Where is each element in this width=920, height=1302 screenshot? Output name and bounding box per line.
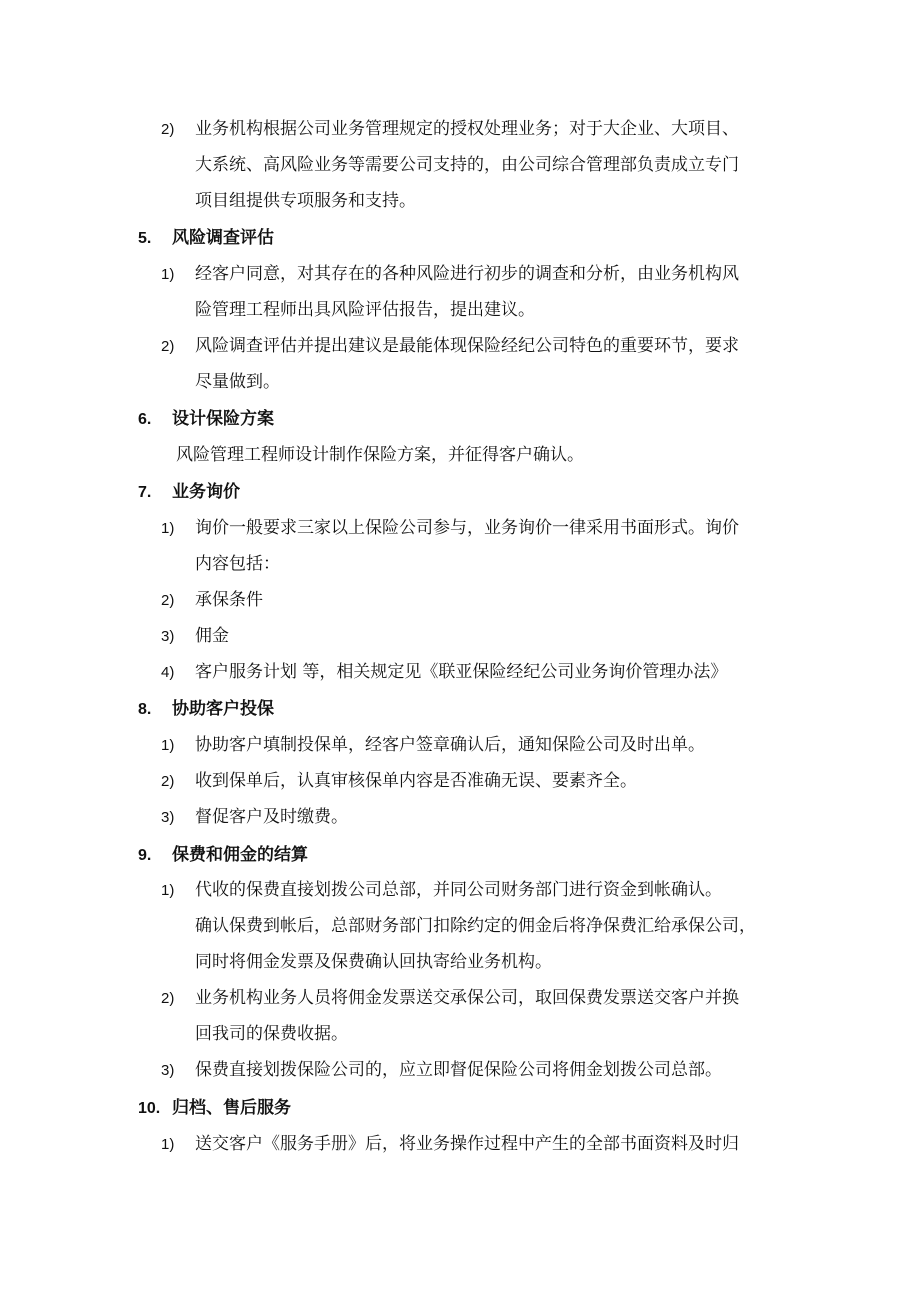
list-item-text: 确认保费到帐后，总部财务部门扣除约定的佣金后将净保费汇给承保公司，: [195, 916, 756, 936]
list-number: 3): [161, 1062, 175, 1079]
list-item-text: 客户服务计划 等，相关规定见《联亚保险经纪公司业务询价管理办法》: [195, 662, 728, 682]
list-item-text: 收到保单后，认真审核保单内容是否准确无误、要素齐全。: [195, 771, 637, 791]
section-number: 5.: [138, 230, 152, 247]
list-item-text: 承保条件: [195, 590, 263, 610]
list-item-text: 代收的保费直接划拨公司总部，并同公司财务部门进行资金到帐确认。: [195, 880, 722, 900]
list-item-text: 风险调查评估并提出建议是最能体现保险经纪公司特色的重要环节，要求: [195, 336, 739, 356]
list-number: 4): [161, 664, 175, 681]
list-number: 1): [161, 520, 175, 537]
section-heading: 风险调查评估: [172, 228, 274, 248]
list-number: 1): [161, 882, 175, 899]
list-number: 2): [161, 990, 175, 1007]
list-item-text: 保费直接划拨保险公司的，应立即督促保险公司将佣金划拨公司总部。: [195, 1060, 722, 1080]
list-item-text: 督促客户及时缴费。: [195, 807, 348, 827]
list-item-text: 佣金: [195, 626, 229, 646]
list-item-text: 协助客户填制投保单，经客户签章确认后，通知保险公司及时出单。: [195, 735, 705, 755]
list-number: 2): [161, 338, 175, 355]
list-item-text: 项目组提供专项服务和支持。: [195, 191, 416, 211]
list-item-text: 内容包括：: [195, 554, 280, 574]
section-heading: 业务询价: [172, 482, 240, 502]
list-item-text: 业务机构业务人员将佣金发票送交承保公司，取回保费发票送交客户并换: [195, 988, 739, 1008]
list-item-text: 尽量做到。: [195, 372, 280, 392]
list-item-text: 经客户同意，对其存在的各种风险进行初步的调查和分析，由业务机构风: [195, 264, 739, 284]
section-number: 9.: [138, 847, 152, 864]
list-number: 3): [161, 809, 175, 826]
section-number: 7.: [138, 484, 152, 501]
section-number: 10.: [138, 1100, 161, 1117]
list-item-text: 送交客户《服务手册》后，将业务操作过程中产生的全部书面资料及时归: [195, 1134, 739, 1154]
section-number: 6.: [138, 411, 152, 428]
list-number: 1): [161, 266, 175, 283]
list-number: 2): [161, 773, 175, 790]
section-heading: 设计保险方案: [172, 409, 274, 429]
section-heading: 协助客户投保: [172, 699, 274, 719]
list-number: 1): [161, 1136, 175, 1153]
section-number: 8.: [138, 701, 152, 718]
list-item-text: 大系统、高风险业务等需要公司支持的，由公司综合管理部负责成立专门: [195, 155, 739, 175]
list-item-text: 同时将佣金发票及保费确认回执寄给业务机构。: [195, 952, 552, 972]
list-item-text: 业务机构根据公司业务管理规定的授权处理业务；对于大企业、大项目、: [195, 119, 739, 139]
list-number: 2): [161, 592, 175, 609]
list-item-text: 回我司的保费收据。: [195, 1024, 348, 1044]
list-item-text: 询价一般要求三家以上保险公司参与，业务询价一律采用书面形式。询价: [195, 518, 739, 538]
list-number: 1): [161, 737, 175, 754]
list-number: 2): [161, 121, 175, 138]
list-item-text: 险管理工程师出具风险评估报告，提出建议。: [195, 300, 535, 320]
section-heading: 保费和佣金的结算: [172, 845, 308, 865]
section-heading: 归档、售后服务: [172, 1098, 291, 1118]
list-number: 3): [161, 628, 175, 645]
paragraph-text: 风险管理工程师设计制作保险方案，并征得客户确认。: [176, 445, 584, 465]
